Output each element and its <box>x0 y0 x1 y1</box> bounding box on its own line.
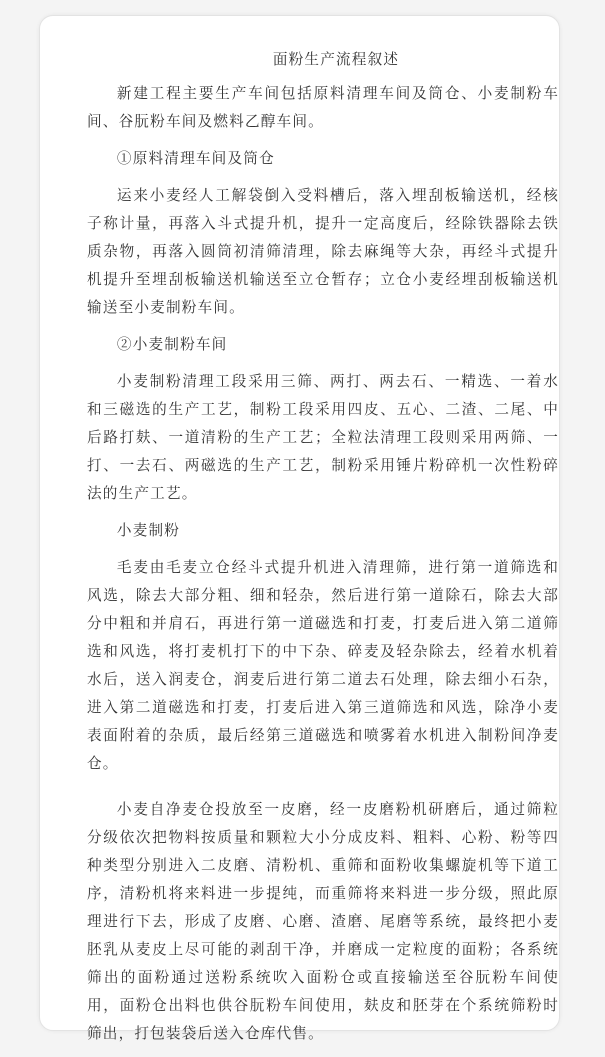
milling-systems-paragraph: 小麦自净麦仓投放至一皮磨，经一皮磨粉机研磨后，通过筛粒分级依次把物料按质量和颗粒大小分成皮料、粗料、心粉、粉等四种类型分别进入二皮磨、清粉机、重筛和面粉收集螺旋机等下道工序，清粉机将来料进一步提纯，而重筛将来料进一步分级，照此原理进行下去，形成了皮磨、心磨、渣磨、尾磨等系统，最终把小麦胚乳从麦皮上尽可能的剥刮干净，并磨成一定粒度的面粉；各系统筛出的面粉通过送粉系统吹入面粉仓或直接输送至谷朊粉车间使用，面粉仓出料也供谷朊粉车间使用，麸皮和胚芽在个系统筛粉时筛出，打包装袋后送入仓库代售。 <box>87 801 559 1042</box>
milling-process-paragraph: 小麦制粉清理工段采用三筛、两打、两去石、一精选、一着水和三磁选的生产工艺，制粉工段采用四皮、五心、二渣、二尾、中后路打麸、一道清粉的生产工艺；全粒法清理工段则采用两筛、一打、一去石、两磁选的生产工艺，制粉采用锤片粉碎机一次性粉碎法的生产工艺。 <box>87 373 559 502</box>
wheat-cleaning-paragraph: 毛麦由毛麦立仓经斗式提升机进入清理筛，进行第一道筛选和风选，除去大部分粗、细和轻杂，然后进行第一道除石，除去大部分中粗和并肩石，再进行第一道磁选和打麦，打麦后进入第二道筛选和风选，将打麦机打下的中下杂、碎麦及轻杂除去，经着水机着水后，送入润麦仓，润麦后进行第二道去石处理，除去细小石杂，进入第二道磁选和打麦，打麦后进入第三道筛选和风选，除净小麦表面附着的杂质，最后经第三道磁选和喷雾着水机进入制粉间净麦仓。 <box>87 559 559 772</box>
raw-material-cleaning-paragraph: 运来小麦经人工解袋倒入受料槽后，落入埋刮板输送机，经核子称计量，再落入斗式提升机，提升一定高度后，经除铁器除去铁质杂物，再落入圆筒初清筛清理，除去麻绳等大杂，再经斗式提升机提升至埋刮板输送机输送至立仓暂存；立仓小麦经埋刮板输送机输送至小麦制粉车间。 <box>87 187 559 316</box>
document-body <box>87 46 559 1057</box>
document-card <box>39 15 560 1042</box>
document-title: 面粉生产流程叙述 <box>272 51 400 68</box>
section-heading-raw-material-cleaning: ①原料清理车间及筒仓 <box>116 150 275 167</box>
section-heading-wheat-milling: 小麦制粉 <box>116 522 181 539</box>
intro-paragraph: 新建工程主要生产车间包括原料清理车间及筒仓、小麦制粉车间、谷朊粉车间及燃料乙醇车间。 <box>87 85 559 130</box>
section-heading-wheat-milling-workshop: ②小麦制粉车间 <box>116 336 228 353</box>
